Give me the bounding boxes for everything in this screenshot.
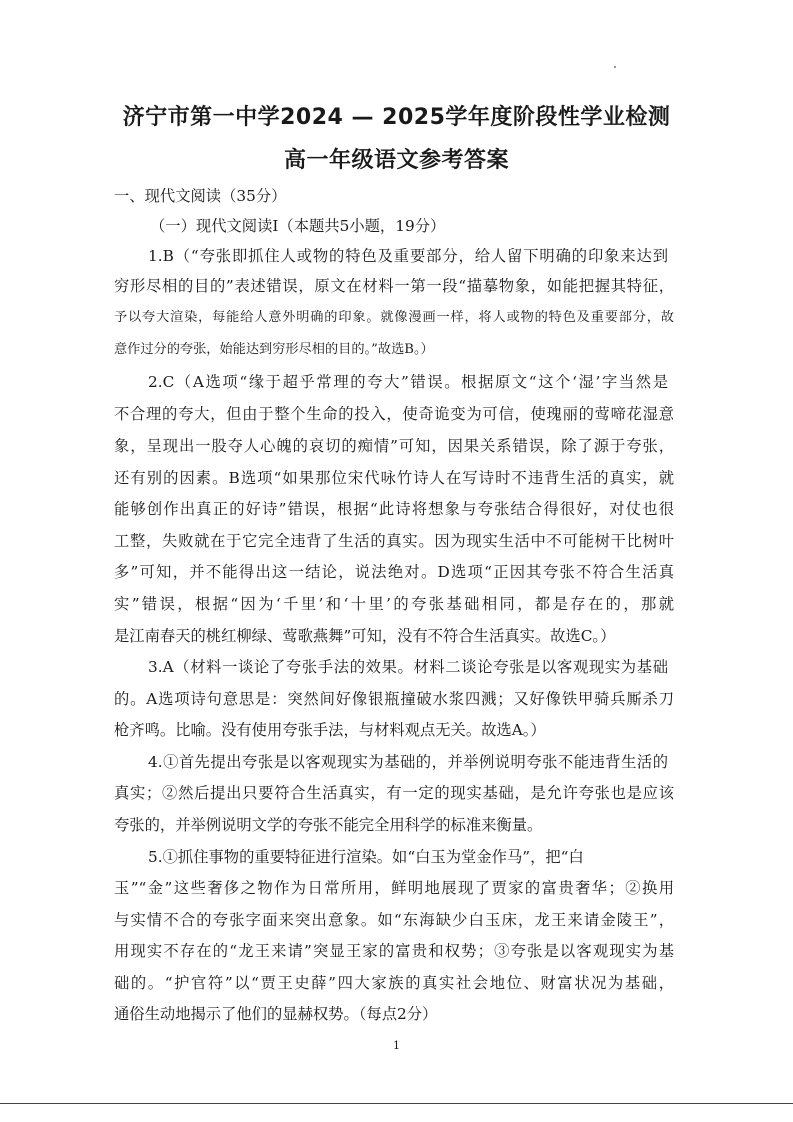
answer-line: 与实情不合的夸张字面来突出意象。如“东海缺少白玉床，龙王来请金陵王”， [114,911,674,929]
answer-line: 础的。“护官符”以“贾王史薛”四大家族的真实社会地位、财富状况为基础， [114,974,674,992]
answer-line: 枪齐鸣。比喻。没有使用夸张手法，与材料观点无关。故选A。） [114,721,546,739]
section-heading: 一、现代文阅读（35分） [114,187,287,205]
subsection-heading: （一）现代文阅读Ⅰ（本题共5小题，19分） [150,217,446,235]
answer-line: 2.C（A选项“缘于超乎常理的夸大”错误。根据原文“这个‘湿’字当然是 [148,373,668,391]
answer-line: 予以夸大渲染，每能给人意外明确的印象。就像漫画一样，将人或物的特色及重要部分，故 [114,310,674,325]
answer-line: 5.①抓住事物的重要特征进行渲染。如“白玉为堂金作马”，把“白 [148,848,584,866]
answer-line: 意作过分的夸张，始能达到穷形尽相的目的。”故选B。） [114,342,434,357]
answer-line: 是江南春天的桃红柳绿、莺歌燕舞”可知，没有不符合生活真实。故选C。） [114,627,616,645]
answer-line: 多”可知，并不能得出这一结论，说法绝对。D选项“正因其夸张不符合生活真 [114,563,674,581]
page-bottom-divider [0,1103,793,1104]
answer-line: 3.A（材料一谈论了夸张手法的效果。材料二谈论夸张是以客观现实为基础 [148,658,668,676]
answer-line: 真实；②然后提出只要符合生活真实，有一定的现实基础，是允许夸张也是应该 [114,784,674,802]
answer-line: 玉”“金”这些奢侈之物作为日常所用，鲜明地展现了贾家的富贵奢华；②换用 [114,879,674,897]
answer-line: 能够创作出真正的好诗”错误，根据“此诗将想象与夸张结合得很好，对仗也很 [114,500,674,518]
answer-line: 用现实不存在的“龙王来请”突显王家的富贵和权势；③夸张是以客观现实为基 [114,942,674,960]
answer-line: 夸张的，并举例说明文学的夸张不能完全用科学的标准来衡量。 [114,816,543,834]
answer-line: 不合理的夸大，但由于整个生命的投入，使奇诡变为可信，使瑰丽的莺啼花湿意 [114,405,674,423]
answer-line: 通俗生动地揭示了他们的显赫权势。（每点2分） [114,1005,438,1023]
answer-line: 的。A选项诗句意思是：突然间好像银瓶撞破水浆四溅；又好像铁甲骑兵厮杀刀 [114,690,674,708]
answer-line: 还有别的因素。B选项“如果那位宋代咏竹诗人在写诗时不违背生活的真实，就 [114,469,674,487]
answer-line: 象，呈现出一股夺人心魄的哀切的痴情”可知，因果关系错误，除了源于夸张， [114,437,674,455]
page-number: 1 [393,1039,400,1052]
document-subtitle: 高一年级语文参考答案 [283,148,509,173]
document-title: 济宁市第一中学2024 — 2025学年度阶段性学业检测 [122,105,671,130]
answer-line: 实”错误，根据“因为‘千里’和‘十里’的夸张基础相同，都是存在的，那就 [114,595,674,613]
answer-line: 4.①首先提出夸张是以客观现实为基础的，并举例说明夸张不能违背生活的 [148,753,668,771]
answer-line: 工整，失败就在于它完全违背了生活的真实。因为现实生活中不可能树干比树叶 [114,532,674,550]
scan-speck [614,66,616,68]
answer-line: 1.B（“夸张即抓住人或物的特色及重要部分，给人留下明确的印象来达到 [148,247,668,265]
answer-line: 穷形尽相的目的”表述错误，原文在材料一第一段“描摹物象，如能把握其特征， [114,277,674,295]
